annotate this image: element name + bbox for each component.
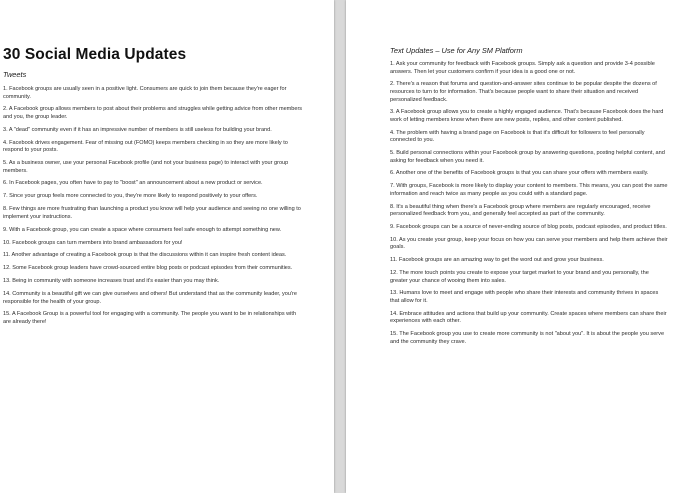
list-item: 5. Build personal connections within your Facebook group by answering questions, posting helpful content, and asking for feedback when you need it. — [390, 150, 665, 164]
section-heading-text-updates: Text Updates – Use for Any SM Platform — [390, 46, 523, 55]
list-item: 12. Some Facebook group leaders have crowd-sourced entire blog posts or podcast episodes from their communities. — [3, 265, 293, 272]
list-item: 4. Facebook drives engagement. Fear of missing out (FOMO) keeps members checking in so they are more likely to respond to your posts. — [3, 139, 288, 154]
list-item: 3. A Facebook group allows you to create a highly engaged audience. That's because Facebook does the hard work of letting members know when there are new posts, replies, and other content published. — [390, 109, 664, 123]
list-item: 5. As a business owner, use your personal Facebook profile (and not your business page) to interact with your group members. — [3, 160, 289, 174]
tweets-list — [3, 86, 303, 326]
list-item: 6. In Facebook pages, you often have to pay to "boost" an announcement about a new product or service. — [3, 180, 263, 187]
list-item: 2. A Facebook group allows members to post about their problems and struggles while getting advice from other members and you, the group leader. — [3, 106, 303, 120]
list-item: 4. The problem with having a brand page on Facebook is that it's difficult for followers to feel personally connected to you. — [390, 129, 645, 144]
list-item: 15. The Facebook group you use to create more community is not "about you". It is about the people you serve and the community they crave. — [390, 331, 665, 345]
list-item: 7. Since your group feels more connected to you, they're more likely to respond positively to your offers. — [3, 193, 258, 200]
left-page-content — [3, 46, 303, 332]
list-item: 12. The more touch points you create to expose your target market to your brand and you personally, the greater your chance of wooing them into sales. — [390, 269, 649, 284]
list-item: 9. With a Facebook group, you can create a space where consumers feel safe enough to attempt something new. — [3, 226, 282, 233]
list-item: 8. Few things are more frustrating than launching a product you know will help your audience and seeing no one willing to implement your instructions. — [3, 206, 301, 220]
list-item: 6. Another one of the benefits of Facebook groups is that you can share your offers with members easily. — [390, 170, 649, 177]
list-item: 11. Facebook groups are an amazing way to get the word out and grow your business. — [390, 257, 604, 264]
list-item: 13. Being in community with someone increases trust and it's easier than you may think. — [3, 278, 220, 285]
right-page-content — [390, 46, 668, 351]
list-item: 14. Embrace attitudes and actions that build up your community. Create spaces where members can share their experiences with each other. — [390, 310, 667, 325]
list-item: 1. Facebook groups are usually seen in a positive light. Consumers are quick to join them because they're eager for community. — [3, 86, 287, 100]
section-heading-tweets: Tweets — [3, 70, 27, 79]
list-item: 7. With groups, Facebook is more likely to display your content to members. This means, you can post the same information and reach twice as many people as you could with a standard page. — [390, 183, 668, 197]
list-item: 14. Community is a beautiful gift we can give ourselves and others! But understand that as the community leader, you're responsible for the health of your group. — [3, 291, 297, 305]
document-page-right — [346, 0, 684, 493]
list-item: 1. Ask your community for feedback with Facebook groups. Simply ask a question and provide 3-4 possible answers. Then let your customers confirm if your idea is a good one or not. — [390, 61, 655, 75]
list-item: 15. A Facebook Group is a powerful tool for engaging with a community. The people you want to be in relationships with are already there! — [3, 311, 297, 325]
document-page-left — [0, 0, 334, 493]
list-item: 8. It's a beautiful thing when there's a Facebook group where members are regularly encouraged, receive personalized feedback from you, and generally feel accepted as part of the community. — [390, 203, 651, 218]
list-item: 2. There's a reason that forums and question-and-answer sites continue to be popular despite the dozens of resources to turn to for information. That's because people want to share their situation and received personalized feedback. — [390, 81, 657, 103]
list-item: 9. Facebook groups can be a source of never-ending source of blog posts, podcast episodes, and product titles. — [390, 224, 667, 230]
list-item: 3. A "dead" community even if it has an impressive number of members is still useless for building your brand. — [3, 126, 272, 133]
list-item: 10. Facebook groups can turn members into brand ambassadors for you! — [3, 239, 183, 246]
text-updates-list — [390, 61, 668, 346]
document-title: 30 Social Media Updates — [3, 46, 187, 63]
list-item: 13. Humans love to meet and engage with people who share their interests and community thrives in spaces that allow for it. — [390, 290, 659, 304]
list-item: 11. Another advantage of creating a Facebook group is that the discussions within it can inspire fresh content ideas. — [3, 252, 287, 259]
list-item: 10. As you create your group, keep your focus on how you can serve your members and help them achieve their goals. — [390, 236, 668, 251]
